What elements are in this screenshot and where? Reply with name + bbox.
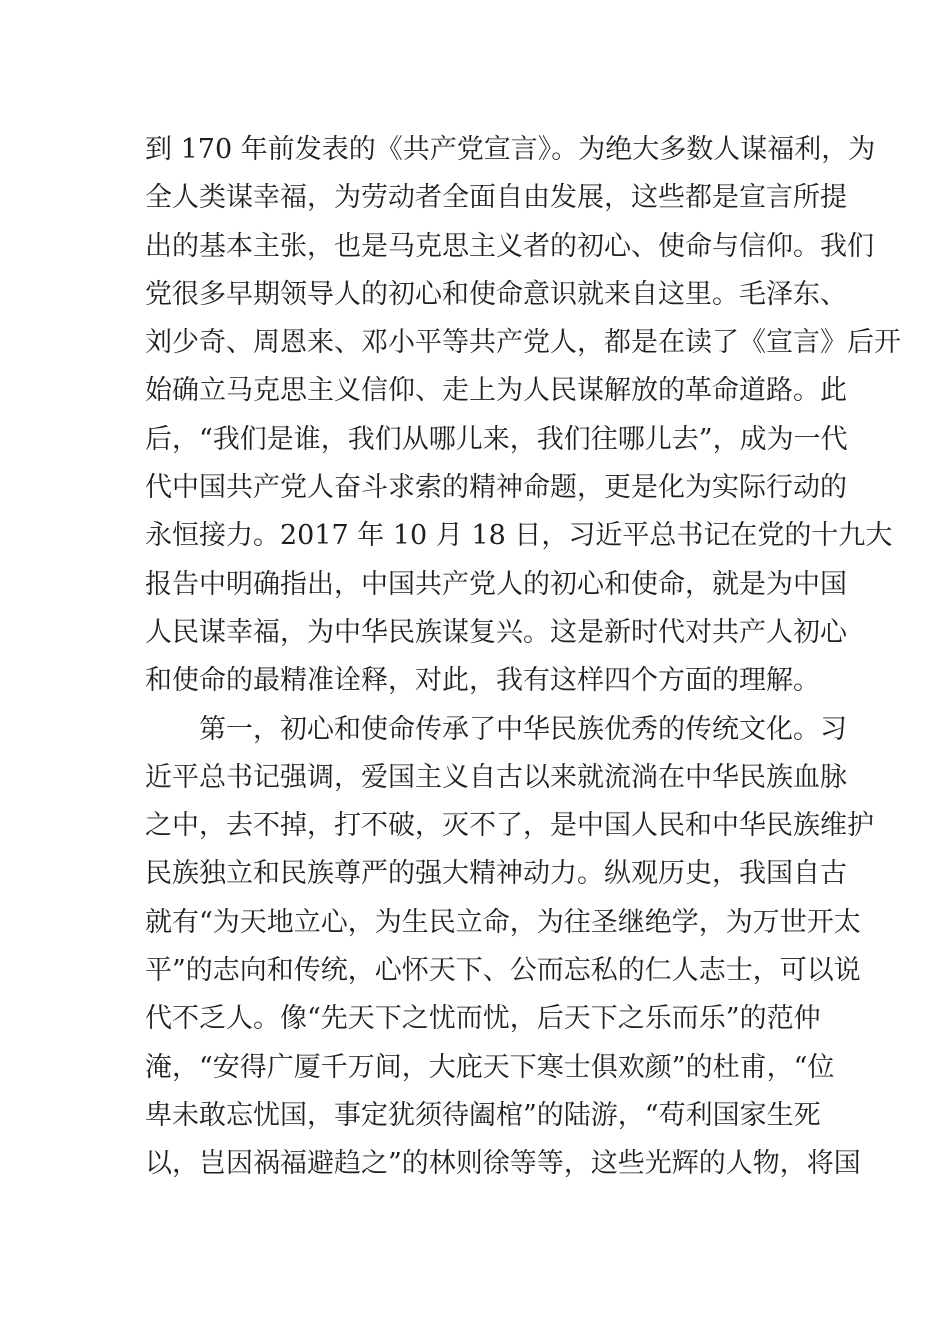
body-text	[145, 126, 901, 1189]
paragraph-first-line: 第一，初心和使命传承了中华民族优秀的传统文化。习	[199, 713, 847, 745]
text-line: 始确立马克思主义信仰、走上为人民谋解放的革命道路。此	[145, 375, 847, 407]
text-line: 人民谋幸福，为中华民族谋复兴。这是新时代对共产人初心	[145, 616, 847, 648]
text-line: 代不乏人。像“先天下之忧而忧，后天下之乐而乐”的范仲	[145, 1003, 821, 1035]
text-line: 到 170 年前发表的《共产党宣言》。为绝大多数人谋福利，为	[145, 134, 876, 165]
text-line: 全人类谋幸福，为劳动者全面自由发展，这些都是宣言所提	[145, 182, 847, 214]
text-line: 以，岂因祸福避趋之”的林则徐等等，这些光辉的人物，将国	[145, 1148, 861, 1180]
text-line: 淹，“安得广厦千万间，大庇天下寒士俱欢颜”的杜甫，“位	[145, 1051, 835, 1083]
text-line: 平”的志向和传统，心怀天下、公而忘私的仁人志士，可以说	[145, 955, 861, 987]
text-line: 后，“我们是谁，我们从哪儿来，我们往哪儿去”，成为一代	[145, 423, 848, 455]
text-line: 报告中明确指出，中国共产党人的初心和使命，就是为中国	[145, 568, 847, 600]
text-line: 卑未敢忘忧国，事定犹须待阖棺”的陆游，“苟利国家生死	[145, 1099, 821, 1131]
text-line: 近平总书记强调，爱国主义自古以来就流淌在中华民族血脉	[145, 761, 847, 793]
text-line: 党很多早期领导人的初心和使命意识就来自这里。毛泽东、	[145, 278, 847, 310]
text-line: 代中国共产党人奋斗求索的精神命题，更是化为实际行动的	[145, 472, 847, 504]
text-line: 刘少奇、周恩来、邓小平等共产党人，都是在读了《宣言》后开	[145, 327, 901, 359]
text-line: 之中，去不掉，打不破，灭不了，是中国人民和中华民族维护	[145, 810, 874, 842]
text-line: 出的基本主张，也是马克思主义者的初心、使命与信仰。我们	[145, 230, 874, 262]
text-line: 就有“为天地立心，为生民立命，为往圣继绝学，为万世开太	[145, 906, 861, 938]
text-line: 永恒接力。2017 年 10 月 18 日，习近平总书记在党的十九大	[145, 520, 893, 552]
text-line: 民族独立和民族尊严的强大精神动力。纵观历史，我国自古	[145, 858, 847, 890]
paragraph-last-line: 和使命的最精准诠释，对此，我有这样四个方面的理解。	[145, 665, 820, 697]
